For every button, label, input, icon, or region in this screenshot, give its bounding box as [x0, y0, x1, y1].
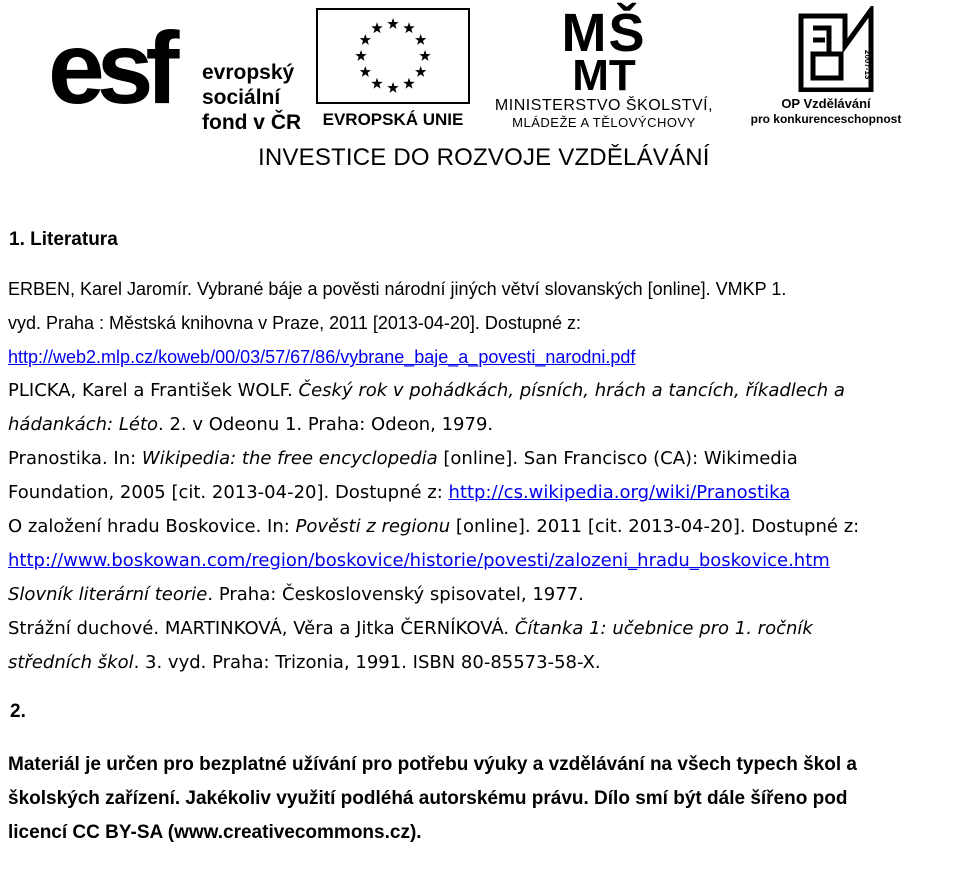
license-line3: licencí CC BY-SA (www.creativecommons.cz).: [8, 822, 422, 843]
section2-heading: 2.: [10, 701, 26, 722]
esf-line1: evropský: [202, 61, 295, 84]
document-body: [8, 226, 956, 850]
eu-star-icon: [360, 66, 371, 77]
op-line1: OP Vzdělávání: [781, 96, 871, 111]
license-line2: školských zařízení. Jakékoliv využití podléhá autorskému právu. Dílo smí být dále šířeno pod: [8, 788, 848, 809]
msmt-logo: [476, 4, 732, 130]
esf-logo: [48, 11, 306, 134]
license-line1: Materiál je určen pro bezplatné užívání pro potřebu výuky a vzdělávání na všech typech škol a: [8, 754, 857, 775]
msmt-mark-top: MŠ: [561, 3, 647, 63]
reference-straz: [8, 612, 956, 680]
reference-straz-title2: středních škol: [8, 652, 134, 673]
reference-slovnik-title: Slovník literární teorie: [8, 584, 208, 605]
reference-straz-title: Čítanka 1: učebnice pro 1. ročník: [514, 618, 813, 639]
eu-star-icon: [360, 34, 371, 45]
reference-plicka-author: PLICKA, Karel a František WOLF.: [8, 380, 299, 401]
esf-mark: esf: [48, 11, 172, 125]
eu-logo: [316, 8, 470, 130]
eu-star-icon: [419, 50, 430, 61]
eu-star-icon: [403, 78, 414, 89]
reference-pranostika-pre: Pranostika. In:: [8, 448, 142, 469]
reference-pranostika: [8, 442, 956, 510]
esf-line3: fond v ČR: [202, 111, 302, 134]
eu-star-icon: [371, 22, 382, 33]
msmt-mark-bottom: MT: [572, 51, 636, 100]
eu-star-icon: [403, 22, 414, 33]
reference-boskovice-post: [online]. 2011 [cit. 2013-04-20]. Dostupné z:: [450, 516, 860, 537]
eu-flag-icon: [316, 8, 470, 104]
reference-slovnik-post: . Praha: Československý spisovatel, 1977.: [207, 584, 584, 605]
eu-star-icon: [371, 78, 382, 89]
reference-erben-line2: vyd. Praha : Městská knihovna v Praze, 2011 [2013-04-20]. Dostupné z:: [8, 313, 581, 333]
reference-boskovice-pre: O založení hradu Boskovice. In:: [8, 516, 296, 537]
license-notice: [8, 748, 956, 850]
reference-pranostika-post: [online]. San Francisco (CA): Wikimedia: [437, 448, 798, 469]
reference-pranostika-line2: Foundation, 2005 [cit. 2013-04-20]. Dostupné z:: [8, 482, 449, 503]
reference-erben-line1: ERBEN, Karel Jaromír. Vybrané báje a pověsti národní jiných větví slovanských [online]. VMKP 1.: [8, 279, 787, 299]
reference-plicka-title: Český rok v pohádkách, písních, hrách a tancích, říkadlech a: [298, 380, 845, 401]
reference-boskovice-title: Pověsti z regionu: [295, 516, 451, 537]
logo-header: [0, 0, 960, 190]
esf-line2: sociální: [202, 86, 281, 109]
reference-pranostika-title: Wikipedia: the free encyclopedia: [141, 448, 438, 469]
eu-caption: EVROPSKÁ UNIE: [322, 110, 464, 129]
reference-slovnik: [8, 578, 956, 612]
reference-straz-pre: Strážní duchové. MARTINKOVÁ, Věra a Jitka ČERNÍKOVÁ.: [8, 618, 515, 639]
op-line2: pro konkurenceschopnost: [750, 112, 902, 126]
op-years: 2007-13: [863, 50, 872, 80]
eu-star-icon: [387, 18, 398, 29]
slogan: INVESTICE DO ROZVOJE VZDĚLÁVÁNÍ: [258, 144, 710, 171]
reference-plicka-rest: . 2. v Odeonu 1. Praha: Odeon, 1979.: [158, 414, 494, 435]
reference-plicka-title2: hádankách: Léto: [8, 414, 159, 435]
eu-star-icon: [387, 82, 398, 93]
reference-erben: [8, 272, 956, 374]
esf-text: [202, 60, 301, 135]
reference-erben-link[interactable]: http://web2.mlp.cz/koweb/00/03/57/67/86/vybrane_baje_a_povesti_narodni.pdf: [8, 347, 636, 367]
literature-heading: 1. Literatura: [9, 229, 118, 250]
op-logo: [742, 6, 910, 130]
msmt-line2: MLÁDEŽE A TĚLOVÝCHOVY: [512, 115, 696, 130]
msmt-line1: MINISTERSTVO ŠKOLSTVÍ,: [494, 97, 714, 114]
eu-star-icon: [355, 50, 366, 61]
reference-plicka: [8, 374, 956, 442]
eu-star-icon: [415, 34, 426, 45]
reference-boskovice: [8, 510, 956, 578]
reference-boskovice-link[interactable]: http://www.boskowan.com/region/boskovice/historie/povesti/zalozeni_hradu_boskovice.htm: [8, 550, 830, 571]
eu-star-icon: [415, 66, 426, 77]
reference-pranostika-link[interactable]: http://cs.wikipedia.org/wiki/Pranostika: [448, 482, 791, 503]
reference-straz-post: . 3. vyd. Praha: Trizonia, 1991. ISBN 80-85573-58-X.: [133, 652, 601, 673]
